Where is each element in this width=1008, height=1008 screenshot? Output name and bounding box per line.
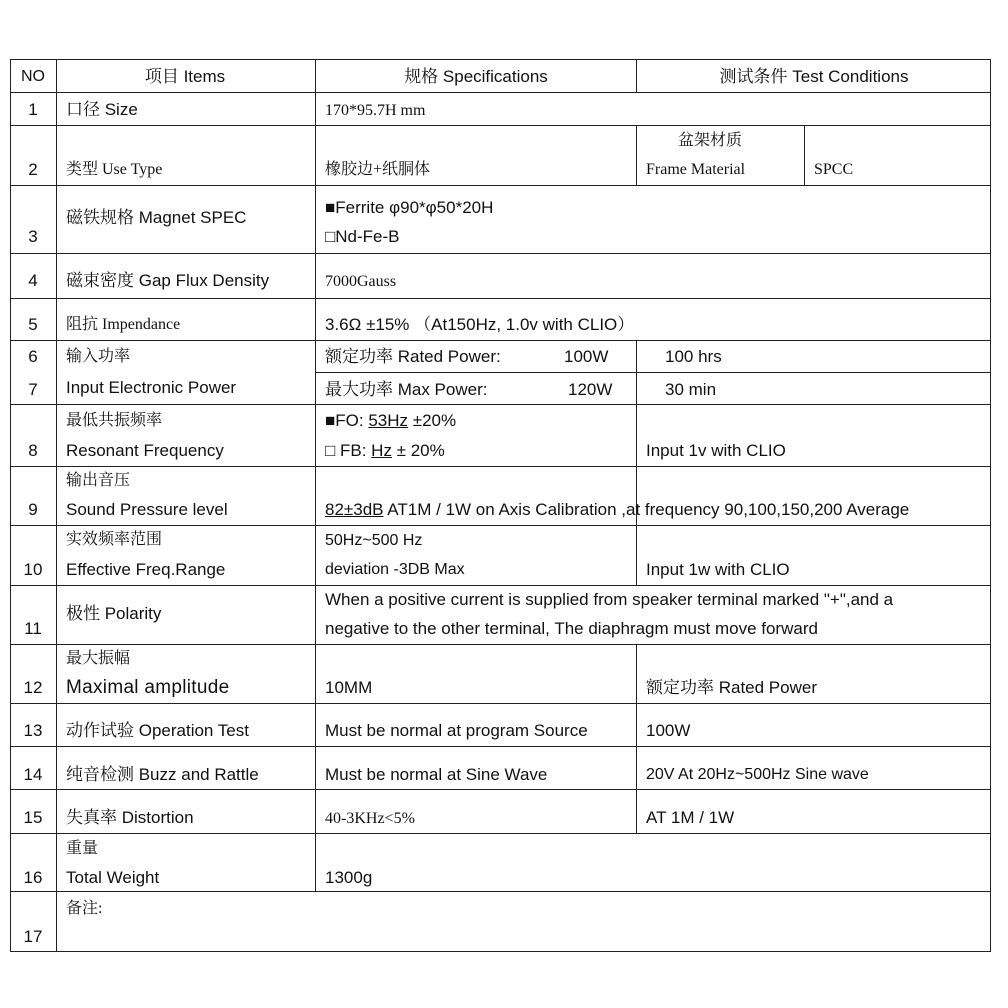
grid-line	[10, 951, 991, 952]
spec-fb-suffix: ± 20%	[391, 441, 445, 460]
item-weight-en: Total Weight	[66, 868, 160, 887]
condition-resonant: Input 1v with CLIO	[646, 441, 786, 460]
frame-material-label-en: Frame Material	[646, 161, 746, 178]
grid-line	[636, 59, 637, 93]
condition-operation-test: 100W	[646, 721, 691, 740]
grid-line	[10, 703, 991, 704]
spec-polarity-line1: When a positive current is supplied from speaker terminal marked "+",and a	[325, 590, 894, 609]
item-resonant-cn: 最低共振频率	[66, 412, 163, 429]
row-number: 7	[28, 380, 38, 399]
grid-line	[10, 833, 991, 834]
spec-spl-value: 82±3dB	[325, 500, 384, 519]
spec-rated-power-label: 额定功率 Rated Power:	[325, 347, 501, 366]
row-number: 13	[23, 721, 43, 740]
item-resonant-en: Resonant Frequency	[66, 441, 224, 460]
header-specifications: 规格 Specifications	[404, 67, 548, 86]
item-input-power-en: Input Electronic Power	[66, 378, 237, 397]
condition-rated-power: 100 hrs	[665, 347, 722, 366]
header-test-conditions: 测试条件 Test Conditions	[719, 67, 909, 86]
item-input-power-cn: 输入功率	[66, 348, 131, 365]
condition-freq-range: Input 1w with CLIO	[646, 560, 790, 579]
header-no: NO	[21, 68, 45, 85]
spec-fo-suffix: ±20%	[408, 411, 457, 430]
grid-line	[10, 404, 991, 405]
condition-max-power: 30 min	[665, 380, 717, 399]
row-number: 11	[24, 619, 42, 638]
grid-line	[10, 746, 991, 747]
row-number: 10	[23, 560, 43, 579]
item-gap-flux-density: 磁束密度 Gap Flux Density	[66, 271, 270, 290]
grid-line	[10, 59, 991, 60]
grid-line	[636, 125, 637, 186]
grid-line	[636, 340, 637, 526]
condition-max-amplitude: 额定功率 Rated Power	[646, 678, 817, 697]
item-remarks: 备注:	[66, 900, 103, 917]
spec-magnet-ndfeb: □Nd-Fe-B	[325, 227, 400, 246]
grid-line	[10, 185, 991, 186]
spec-max-power-label: 最大功率 Max Power:	[325, 380, 488, 399]
spec-magnet-ferrite: ■Ferrite φ90*φ50*20H	[325, 198, 494, 217]
row-number: 2	[28, 160, 38, 179]
item-max-amplitude-cn: 最大振幅	[66, 650, 131, 667]
item-magnet-spec: 磁铁规格 Magnet SPEC	[66, 208, 247, 227]
grid-line	[10, 298, 991, 299]
spec-max-amplitude: 10MM	[325, 678, 373, 697]
row-number: 12	[23, 678, 43, 697]
spec-fo-prefix: ■FO:	[325, 411, 369, 430]
spec-polarity-line2: negative to the other terminal, The diaphragm must move forward	[325, 619, 818, 638]
item-spl-cn: 输出音压	[66, 472, 131, 489]
grid-line	[10, 340, 991, 341]
spec-max-power-value: 120W	[568, 380, 613, 399]
condition-buzz-rattle: 20V At 20Hz~500Hz Sine wave	[646, 766, 869, 783]
spec-freq-deviation: deviation -3DB Max	[325, 561, 465, 578]
watermark	[564, 153, 609, 203]
grid-line	[804, 125, 805, 186]
item-size: 口径 Size	[66, 100, 138, 119]
item-weight-cn: 重量	[66, 840, 99, 857]
spec-buzz-rattle: Must be normal at Sine Wave	[325, 765, 548, 784]
grid-line	[315, 372, 991, 373]
grid-line	[10, 92, 991, 93]
grid-line	[10, 253, 991, 254]
item-buzz-rattle: 纯音检测 Buzz and Rattle	[66, 765, 259, 784]
grid-line	[315, 59, 316, 892]
spec-weight: 1300g	[325, 868, 373, 887]
frame-material-label-cn: 盆架材质	[677, 132, 743, 149]
item-operation-test: 动作试验 Operation Test	[66, 721, 249, 740]
grid-line	[10, 525, 991, 526]
row-number: 6	[28, 347, 38, 366]
row-number: 5	[28, 315, 38, 334]
grid-line	[10, 644, 991, 645]
item-use-type: 类型 Use Type	[66, 161, 163, 178]
grid-line	[10, 466, 991, 467]
header-items: 项目 Items	[144, 67, 226, 86]
row-number: 8	[28, 441, 38, 460]
grid-line	[636, 644, 637, 834]
spec-spl-rest: AT1M / 1W on Axis Calibration ,at frequency 90,100,150,200 Average	[383, 500, 910, 519]
row-number: 3	[28, 227, 38, 246]
spec-fb-prefix: □ FB:	[325, 441, 372, 460]
spec-operation-test: Must be normal at program Source	[325, 721, 588, 740]
item-freq-range-en: Effective Freq.Range	[66, 560, 226, 579]
spec-fb	[325, 441, 445, 461]
spec-size: 170*95.7H mm	[325, 102, 426, 119]
grid-line	[10, 891, 991, 892]
spec-rated-power-value: 100W	[564, 347, 609, 366]
spec-fo	[325, 411, 456, 431]
spec-fo-value: 53Hz	[368, 411, 409, 430]
item-freq-range-cn: 实效频率范围	[66, 531, 163, 548]
grid-line	[636, 525, 637, 585]
spec-freq-range: 50Hz~500 Hz	[325, 532, 423, 549]
row-number: 16	[23, 868, 43, 887]
grid-line	[990, 59, 991, 952]
frame-material-value: SPCC	[814, 161, 854, 178]
spec-gap-flux-density: 7000Gauss	[325, 273, 397, 290]
spec-fb-value: Hz	[371, 441, 392, 460]
row-number: 4	[28, 271, 38, 290]
grid-line	[10, 789, 991, 790]
spec-impedance: 3.6Ω ±15% （At150Hz, 1.0v with CLIO）	[325, 315, 635, 334]
row-number: 14	[23, 765, 43, 784]
condition-distortion: AT 1M / 1W	[646, 808, 735, 827]
grid-line	[10, 59, 11, 952]
spec-spl	[325, 500, 909, 520]
grid-line	[10, 585, 991, 586]
row-number: 9	[28, 500, 38, 519]
item-spl-en: Sound Pressure level	[66, 500, 228, 519]
item-polarity: 极性 Polarity	[66, 604, 162, 623]
item-distortion: 失真率 Distortion	[66, 808, 194, 827]
spec-use-type: 橡胶边+纸胴体	[325, 161, 431, 178]
grid-line	[56, 59, 57, 952]
row-number: 15	[23, 808, 43, 827]
item-impedance: 阻抗 Impendance	[66, 316, 181, 333]
row-number: 17	[23, 927, 43, 946]
item-max-amplitude-en: Maximal amplitude	[66, 677, 230, 698]
spec-distortion: 40-3KHz<5%	[325, 810, 415, 827]
row-number: 1	[28, 100, 38, 119]
grid-line	[10, 125, 991, 126]
